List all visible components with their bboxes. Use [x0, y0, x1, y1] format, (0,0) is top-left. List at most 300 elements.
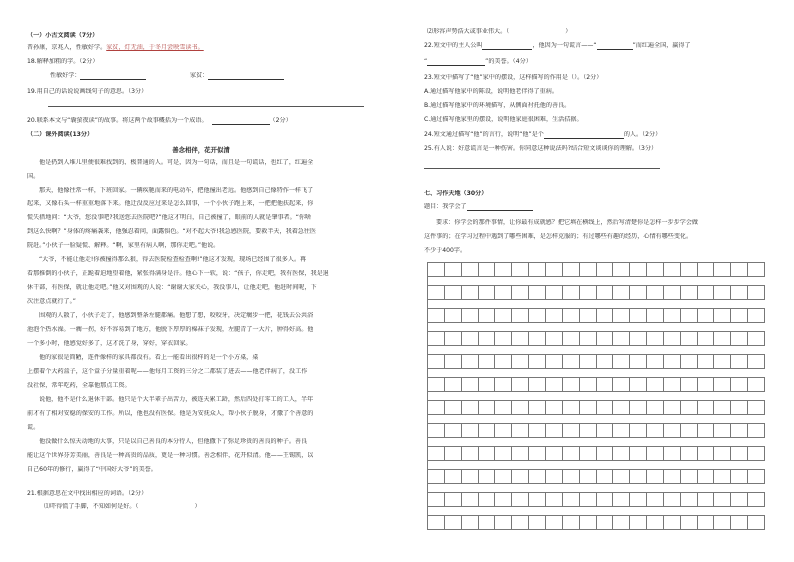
question-20: 20.联系本文与“囊萤夜读”的故事。将这两个故事概括为一个成语。 （2分）	[27, 117, 292, 124]
grid-cell[interactable]	[563, 354, 580, 369]
section-2-title: （二）课外阅读(13分）	[27, 131, 94, 138]
grid-cell[interactable]	[580, 423, 597, 438]
grid-cell[interactable]	[546, 469, 563, 484]
grid-cell[interactable]	[681, 492, 698, 507]
grid-cell[interactable]	[495, 423, 512, 438]
grid-cell[interactable]	[512, 262, 529, 277]
grid-cell[interactable]	[529, 469, 546, 484]
grid-cell[interactable]	[664, 262, 681, 277]
grid-cell[interactable]	[445, 285, 462, 300]
answer-line-19[interactable]	[48, 106, 364, 107]
paragraph-1-line-2: 国。	[27, 173, 40, 180]
grid-cell[interactable]	[714, 469, 731, 484]
question-23: 23.短文中描写了“他”家中的摆设，这样描写的作用是（）。（2分）	[424, 74, 603, 81]
grid-cell[interactable]	[546, 377, 563, 392]
grid-cell[interactable]	[512, 400, 529, 415]
grid-cell[interactable]	[479, 423, 496, 438]
grid-cell[interactable]	[546, 515, 563, 530]
grid-cell[interactable]	[597, 469, 614, 484]
grid-cell[interactable]	[495, 400, 512, 415]
grid-cell[interactable]	[445, 446, 462, 461]
grid-cell[interactable]	[428, 515, 445, 530]
grid-cell[interactable]	[681, 400, 698, 415]
grid-cell[interactable]	[613, 308, 630, 323]
grid-cell[interactable]	[731, 492, 748, 507]
grid-cell[interactable]	[580, 446, 597, 461]
grid-cell[interactable]	[613, 446, 630, 461]
grid-cell[interactable]	[681, 515, 698, 530]
grid-cell[interactable]	[647, 377, 664, 392]
grid-cell[interactable]	[630, 262, 647, 277]
grid-cell[interactable]	[664, 492, 681, 507]
answer-line-25[interactable]	[424, 168, 660, 169]
grid-cell[interactable]	[428, 285, 445, 300]
grid-cell[interactable]	[580, 331, 597, 346]
grid-cell[interactable]	[748, 308, 765, 323]
paragraph-4-line-2: 池泡个热水澡。一瘸一拐，好不容易到了地方，他脱下厚厚的棉袜子发现，左腿青了一大片，肿得好高。他	[27, 326, 314, 333]
grid-cell[interactable]	[597, 308, 614, 323]
paragraph-7-line-1: 他没做什么惊天动地的大事，只是以自己善良的本分待人，但他撒下了弥足珍贵的善良的种子。善良	[39, 438, 308, 445]
grid-cell[interactable]	[563, 331, 580, 346]
answer-blank-24[interactable]	[544, 132, 624, 139]
grid-cell[interactable]	[512, 331, 529, 346]
grid-cell[interactable]	[613, 285, 630, 300]
grid-cell[interactable]	[445, 262, 462, 277]
grid-cell[interactable]	[630, 354, 647, 369]
grid-cell[interactable]	[664, 423, 681, 438]
grid-cell[interactable]	[563, 377, 580, 392]
grid-cell[interactable]	[512, 285, 529, 300]
question-22-cont: “ ”的美誉。（4分）	[424, 58, 532, 65]
paragraph-2-line-5: 院赶。”小伙子一脸疑慌、解释。“啊，家里有病人啊，那你走吧。”他说。	[27, 242, 220, 249]
grid-cell[interactable]	[698, 331, 715, 346]
grid-cell[interactable]	[698, 308, 715, 323]
grid-cell[interactable]	[698, 423, 715, 438]
grid-cell[interactable]	[698, 262, 715, 277]
grid-cell[interactable]	[428, 469, 445, 484]
grid-cell[interactable]	[580, 469, 597, 484]
question-18-b: 家贫：	[190, 72, 284, 80]
question-19: 19.用自己的话说说画线句子的意思。（3分）	[27, 88, 148, 95]
grid-cell[interactable]	[495, 308, 512, 323]
grid-cell[interactable]	[597, 331, 614, 346]
paragraph-3-line-2: 看那推倒的小伙子，正跪着迫地望着他，紧张得满身是汗。他心下一软，说：“孩子，你走吧，我有医保，我是退	[27, 270, 329, 277]
paragraph-6-line-1: 说他，他不是什么退休干部。他只是个大半辈子出苦力，被连天累工龄，然后四处打零工的工人，半年	[39, 396, 314, 403]
grid-cell[interactable]	[597, 262, 614, 277]
grid-cell[interactable]	[428, 377, 445, 392]
grid-cell[interactable]	[630, 308, 647, 323]
grid-cell[interactable]	[714, 492, 731, 507]
grid-cell[interactable]	[664, 377, 681, 392]
grid-cell[interactable]	[445, 492, 462, 507]
grid-cell[interactable]	[462, 515, 479, 530]
question-22: 22.短文中的主人公叫 ，他因为一句谎言——“ ”而红遍全国，赢得了	[424, 42, 691, 49]
grid-cell[interactable]	[664, 285, 681, 300]
question-23-option-b[interactable]: B.通过描写他家中的环境描写，从侧面衬托他的善良。	[424, 102, 571, 109]
grid-cell[interactable]	[698, 469, 715, 484]
question-23-option-c[interactable]: C.通过描写他家里的摆设，说明他家庭很困难，生活拮据。	[424, 116, 583, 123]
grid-cell[interactable]	[546, 331, 563, 346]
grid-cell[interactable]	[613, 262, 630, 277]
grid-cell[interactable]	[512, 354, 529, 369]
paragraph-2-line-3: 慌失措地问：“大爷，您没事吧?我送您去医院吧?”他这才明白，自己被撞了，眼前的人就是肇事者。“你啥	[27, 214, 312, 221]
paragraph-3-line-3: 休干部，有医保，就让他走吧。”他又对围观的人说：“谢谢大家关心，我没事儿，让他走吧，他赶时间呢，下	[27, 284, 317, 291]
paragraph-6-line-3: 谎。	[27, 424, 40, 431]
essay-requirement-line-3: 不少于400字。	[424, 247, 467, 254]
grid-cell[interactable]	[664, 400, 681, 415]
answer-blank-18a[interactable]	[80, 73, 146, 80]
grid-cell[interactable]	[664, 446, 681, 461]
grid-cell[interactable]	[698, 492, 715, 507]
grid-cell[interactable]	[647, 331, 664, 346]
grid-cell[interactable]	[479, 308, 496, 323]
question-21-1: ⑴吓得慌了手脚，不知如何是好。（ ）	[44, 503, 201, 510]
grid-cell[interactable]	[597, 423, 614, 438]
grid-cell[interactable]	[664, 469, 681, 484]
essay-requirement-line-2: 这件事的；在学习过程中遇到了哪些困难，是怎样克服的；有过哪些有趣的经历，心情有哪些变化。	[424, 233, 693, 240]
grid-cell[interactable]	[681, 285, 698, 300]
essay-requirement-line-1: 要求：你学会的那件事情，让你最有成就感？把它填在横线上，然后写清楚你是怎样一步步学会做	[436, 219, 699, 226]
answer-blank-22-honor[interactable]	[427, 59, 485, 66]
grid-cell[interactable]	[681, 446, 698, 461]
grid-cell[interactable]	[529, 423, 546, 438]
passage-1: 晋孙康，京兆人，性敏好学。家贫，灯无油，于冬月尝映雪读书。	[27, 44, 204, 51]
grid-cell[interactable]	[462, 469, 479, 484]
grid-cell[interactable]	[714, 515, 731, 530]
grid-cell[interactable]	[647, 446, 664, 461]
grid-cell[interactable]	[546, 308, 563, 323]
grid-cell[interactable]	[495, 492, 512, 507]
grid-cell[interactable]	[698, 515, 715, 530]
grid-cell[interactable]	[495, 446, 512, 461]
paragraph-2-line-4: 到这么快啊？”身体的疼痛袭来，他强忍着问，面露惧色。“对不起大爷!我急感医院，要救半天，我着急往医	[27, 228, 317, 235]
grid-cell[interactable]	[664, 331, 681, 346]
grid-cell[interactable]	[731, 446, 748, 461]
grid-cell[interactable]	[630, 423, 647, 438]
grid-cell[interactable]	[495, 515, 512, 530]
paragraph-7-line-3: 自己60年的修行，赢得了“中国好大爷”的美誉。	[27, 466, 157, 473]
grid-cell[interactable]	[529, 262, 546, 277]
grid-cell[interactable]	[428, 331, 445, 346]
question-18: 18.解释加粗的字。（2分）	[27, 58, 99, 65]
grid-cell[interactable]	[647, 354, 664, 369]
grid-cell[interactable]	[546, 492, 563, 507]
grid-cell[interactable]	[462, 377, 479, 392]
paragraph-7-line-2: 能让这个世界芬芳美丽，善良是一种高贵的品质，更是一种习惯。善念相伴，花开似清。他——王锡凯，以	[27, 452, 314, 459]
grid-cell[interactable]	[647, 515, 664, 530]
answer-blank-18b[interactable]	[208, 73, 284, 80]
grid-cell[interactable]	[714, 285, 731, 300]
grid-cell[interactable]	[462, 285, 479, 300]
answer-blank-22-lie[interactable]	[597, 43, 633, 50]
grid-cell[interactable]	[428, 423, 445, 438]
grid-cell[interactable]	[512, 446, 529, 461]
question-24: 24.短文通过描写“他”的言行，说明“他”是个 的人。（2分）	[424, 131, 662, 138]
question-21-2: ⑵形容声势浩大或事业伟大。（ ）	[427, 28, 572, 35]
grid-cell[interactable]	[731, 377, 748, 392]
paragraph-2-line-2: 起来，又像石头一样重重地落下来。他迁没反应过来是怎么回事，一个小伙子跑上来，一把把他扶起来，你	[27, 200, 314, 207]
grid-cell[interactable]	[698, 285, 715, 300]
grid-cell[interactable]	[462, 354, 479, 369]
grid-cell[interactable]	[630, 515, 647, 530]
grid-cell[interactable]	[613, 400, 630, 415]
question-23-option-a[interactable]: A.通过描写他家中的陈设，说明他老伴得了重病。	[424, 88, 558, 95]
paragraph-4-line-3: 一个多小时，他感觉好多了，这才洗了身，穿好，穿衣回家。	[27, 340, 192, 347]
grid-cell[interactable]	[529, 377, 546, 392]
grid-cell[interactable]	[462, 492, 479, 507]
grid-cell[interactable]	[495, 469, 512, 484]
grid-cell[interactable]	[428, 262, 445, 277]
grid-cell[interactable]	[597, 515, 614, 530]
grid-cell[interactable]	[479, 262, 496, 277]
grid-cell[interactable]	[495, 262, 512, 277]
grid-cell[interactable]	[428, 308, 445, 323]
grid-cell[interactable]	[613, 469, 630, 484]
grid-cell[interactable]	[546, 400, 563, 415]
grid-cell[interactable]	[630, 492, 647, 507]
section-1-title: （一）小古文阅读（7分）	[27, 32, 99, 39]
grid-cell[interactable]	[479, 354, 496, 369]
grid-cell[interactable]	[479, 285, 496, 300]
grid-cell[interactable]	[681, 354, 698, 369]
grid-cell[interactable]	[681, 262, 698, 277]
grid-cell[interactable]	[462, 262, 479, 277]
grid-cell[interactable]	[647, 423, 664, 438]
grid-cell[interactable]	[731, 262, 748, 277]
grid-cell[interactable]	[613, 423, 630, 438]
grid-cell[interactable]	[714, 262, 731, 277]
grid-cell[interactable]	[512, 515, 529, 530]
essay-topic: 题目：我学会了	[424, 203, 533, 211]
grid-cell[interactable]	[580, 515, 597, 530]
question-21: 21.根据意思在文中找出相应的词语。（2分）	[27, 490, 148, 497]
grid-cell[interactable]	[445, 469, 462, 484]
grid-cell[interactable]	[529, 492, 546, 507]
grid-cell[interactable]	[748, 377, 765, 392]
question-25: 25.有人说：好意谎言是一种伤害。你同意这种说法吗?结合短文谈谈你的理解。（3分）	[424, 145, 658, 152]
grid-cell[interactable]	[597, 285, 614, 300]
paragraph-1-line-1: 他是扔到人堆儿里便很难找到的、极普通的人。可是，因为一句话，而且是一句谎话，也红了，红遍全	[39, 159, 314, 166]
paragraph-2-line-1: 那天，他像往常一样，下班回家。一辆疾驰而来的电动车，把他撞出老远。他感到自己像特作一样飞了	[39, 187, 314, 194]
grid-cell[interactable]	[428, 400, 445, 415]
grid-cell[interactable]	[647, 285, 664, 300]
grid-cell[interactable]	[512, 423, 529, 438]
grid-cell[interactable]	[479, 492, 496, 507]
grid-cell[interactable]	[495, 354, 512, 369]
grid-cell[interactable]	[479, 446, 496, 461]
grid-cell[interactable]	[597, 354, 614, 369]
grid-cell[interactable]	[698, 400, 715, 415]
grid-cell[interactable]	[445, 377, 462, 392]
grid-cell[interactable]	[630, 377, 647, 392]
grid-cell[interactable]	[748, 469, 765, 484]
grid-cell[interactable]	[512, 308, 529, 323]
grid-cell[interactable]	[731, 400, 748, 415]
grid-cell[interactable]	[630, 400, 647, 415]
grid-cell[interactable]	[731, 354, 748, 369]
grid-cell[interactable]	[479, 469, 496, 484]
grid-cell[interactable]	[714, 377, 731, 392]
grid-cell[interactable]	[563, 308, 580, 323]
grid-cell[interactable]	[630, 285, 647, 300]
grid-cell[interactable]	[546, 354, 563, 369]
grid-cell[interactable]	[714, 354, 731, 369]
grid-cell[interactable]	[563, 400, 580, 415]
grid-cell[interactable]	[681, 331, 698, 346]
paragraph-5-line-3: 没社保，常年吃药，全靠他那点工资。	[27, 382, 131, 389]
grid-cell[interactable]	[546, 423, 563, 438]
grid-cell[interactable]	[748, 446, 765, 461]
grid-cell[interactable]	[580, 285, 597, 300]
grid-cell[interactable]	[445, 308, 462, 323]
grid-cell[interactable]	[563, 515, 580, 530]
grid-cell[interactable]	[512, 377, 529, 392]
grid-cell[interactable]	[597, 492, 614, 507]
grid-cell[interactable]	[580, 400, 597, 415]
paragraph-3-line-4: 次注意点就行了。”	[27, 298, 76, 305]
grid-cell[interactable]	[748, 331, 765, 346]
grid-cell[interactable]	[664, 308, 681, 323]
question-18-a: 性敏好学：	[50, 72, 146, 80]
grid-cell[interactable]	[613, 492, 630, 507]
grid-cell[interactable]	[529, 446, 546, 461]
paragraph-3-line-1: “大爷，不能让他走!你被撞得那么狠，得去医院检查检查啊!”他这才发现，现场已经围了很多人。再	[39, 256, 307, 263]
grid-cell[interactable]	[647, 308, 664, 323]
grid-cell[interactable]	[479, 331, 496, 346]
paragraph-4-line-1: 围观的人散了，小伙子走了，他感到整条左腿都痛。他想了想，咬咬牙，决定瘸步一把，花钱去公共浴	[39, 312, 314, 319]
grid-cell[interactable]	[563, 262, 580, 277]
grid-cell[interactable]	[512, 492, 529, 507]
grid-cell[interactable]	[698, 354, 715, 369]
grid-cell[interactable]	[698, 377, 715, 392]
grid-cell[interactable]	[613, 515, 630, 530]
grid-cell[interactable]	[479, 515, 496, 530]
paragraph-5-line-2: 上摆着个大药盒子，这个盒子分量重着呢——他每月工资的三分之二都装了进去——他老伴病了，没工作	[27, 368, 308, 375]
grid-cell[interactable]	[681, 423, 698, 438]
grid-cell[interactable]	[647, 492, 664, 507]
grid-cell[interactable]	[714, 423, 731, 438]
grid-cell[interactable]	[731, 423, 748, 438]
grid-cell[interactable]	[597, 446, 614, 461]
grid-cell[interactable]	[698, 446, 715, 461]
grid-cell[interactable]	[546, 262, 563, 277]
grid-cell[interactable]	[445, 423, 462, 438]
grid-cell[interactable]	[630, 331, 647, 346]
grid-cell[interactable]	[479, 377, 496, 392]
grid-cell[interactable]	[512, 469, 529, 484]
grid-cell[interactable]	[529, 354, 546, 369]
grid-cell[interactable]	[748, 262, 765, 277]
grid-cell[interactable]	[445, 331, 462, 346]
grid-cell[interactable]	[529, 331, 546, 346]
grid-cell[interactable]	[563, 285, 580, 300]
grid-cell[interactable]	[445, 400, 462, 415]
grid-cell[interactable]	[445, 515, 462, 530]
grid-cell[interactable]	[597, 377, 614, 392]
grid-cell[interactable]	[714, 400, 731, 415]
grid-cell[interactable]	[748, 515, 765, 530]
grid-cell[interactable]	[597, 400, 614, 415]
grid-cell[interactable]	[664, 515, 681, 530]
grid-cell[interactable]	[580, 308, 597, 323]
grid-cell[interactable]	[529, 400, 546, 415]
grid-cell[interactable]	[546, 285, 563, 300]
paragraph-6-line-2: 前才有了相对安稳的保安的工作。所以，他也没有医保。他是为安抚众人，帮小伙子脱身，才撒了个善意的	[27, 410, 314, 417]
grid-cell[interactable]	[748, 423, 765, 438]
grid-cell[interactable]	[748, 400, 765, 415]
grid-cell[interactable]	[630, 469, 647, 484]
grid-cell[interactable]	[613, 377, 630, 392]
grid-cell[interactable]	[731, 469, 748, 484]
grid-cell[interactable]	[613, 331, 630, 346]
grid-cell[interactable]	[479, 400, 496, 415]
grid-cell[interactable]	[731, 331, 748, 346]
underlined-sentence: 家贫，灯无油，于冬月尝映雪读书。	[106, 44, 204, 51]
grid-cell[interactable]	[714, 446, 731, 461]
grid-cell[interactable]	[563, 469, 580, 484]
grid-cell[interactable]	[748, 285, 765, 300]
grid-cell[interactable]	[563, 446, 580, 461]
section-7-title: 七、习作天地（30分）	[424, 190, 488, 197]
grid-cell[interactable]	[445, 354, 462, 369]
grid-cell[interactable]	[529, 515, 546, 530]
answer-blank-22-name[interactable]	[482, 43, 532, 50]
grid-cell[interactable]	[748, 492, 765, 507]
grid-cell[interactable]	[563, 423, 580, 438]
grid-cell[interactable]	[647, 400, 664, 415]
grid-cell[interactable]	[462, 400, 479, 415]
grid-cell[interactable]	[529, 308, 546, 323]
story-title: 善念相伴，花开似清	[172, 146, 230, 154]
grid-cell[interactable]	[546, 446, 563, 461]
grid-cell[interactable]	[714, 308, 731, 323]
grid-cell[interactable]	[580, 262, 597, 277]
answer-blank-20[interactable]	[212, 118, 270, 125]
grid-cell[interactable]	[529, 285, 546, 300]
grid-cell[interactable]	[495, 377, 512, 392]
paragraph-5-line-1: 他的家很是简陋，连件像样的家具都没有。看上一能看出很样的是一个小方桌，桌	[39, 354, 259, 361]
grid-cell[interactable]	[748, 354, 765, 369]
grid-cell[interactable]	[462, 331, 479, 346]
grid-cell[interactable]	[647, 262, 664, 277]
grid-cell[interactable]	[428, 354, 445, 369]
grid-cell[interactable]	[462, 446, 479, 461]
grid-cell[interactable]	[462, 423, 479, 438]
grid-cell[interactable]	[428, 492, 445, 507]
grid-cell[interactable]	[495, 331, 512, 346]
essay-topic-blank[interactable]	[467, 204, 533, 211]
grid-cell[interactable]	[714, 331, 731, 346]
grid-cell[interactable]	[495, 285, 512, 300]
grid-cell[interactable]	[580, 492, 597, 507]
grid-cell[interactable]	[731, 308, 748, 323]
grid-cell[interactable]	[681, 469, 698, 484]
grid-cell[interactable]	[664, 354, 681, 369]
grid-cell[interactable]	[580, 377, 597, 392]
grid-cell[interactable]	[462, 308, 479, 323]
grid-cell[interactable]	[731, 515, 748, 530]
grid-cell[interactable]	[563, 492, 580, 507]
grid-cell[interactable]	[613, 354, 630, 369]
grid-cell[interactable]	[428, 446, 445, 461]
grid-cell[interactable]	[681, 308, 698, 323]
grid-cell[interactable]	[731, 285, 748, 300]
essay-writing-grid[interactable]	[427, 262, 765, 530]
grid-cell[interactable]	[630, 446, 647, 461]
grid-cell[interactable]	[647, 469, 664, 484]
grid-cell[interactable]	[580, 354, 597, 369]
grid-cell[interactable]	[681, 377, 698, 392]
